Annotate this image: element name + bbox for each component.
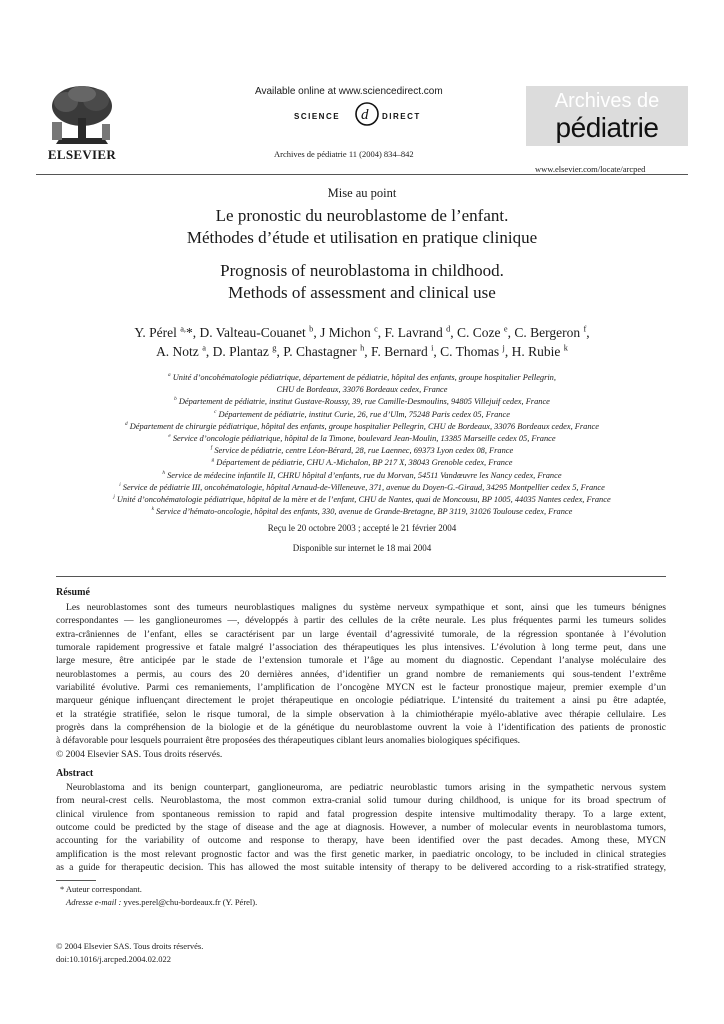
text-line: from neural-crest cells. Neuroblastoma, the most common extra-cranial solid tumour during childhood, is unique for its broad spectrum of <box>56 795 666 807</box>
affiliation-line: $^k$ Service d’hémato-oncologie, hôpital des enfants, 330, avenue de Grande-Bretagne, BP 3119, 31026 Toulouse cedex, France <box>151 506 573 517</box>
author-affiliation-mark[interactable]: g <box>272 343 277 353</box>
text-line: correspondantes — les ganglioneuromes —, développés à partir des cellules de la crête neurale. Les plus fréquentes parmi les tumeurs solides <box>56 615 666 627</box>
affiliation-line: $^e$ Service d’oncologie pédiatrique, hôpital de la Timone, boulevard Jean-Moulin, 13385 Marseille cedex 05, France <box>168 433 556 444</box>
author-affiliation-mark[interactable]: i <box>431 343 434 353</box>
author-affiliation-mark[interactable]: e <box>503 324 508 334</box>
author-4: F. Lavrand $^d$, <box>384 324 458 340</box>
sd-left-text: SCIENCE <box>294 112 341 121</box>
journal-logo-top: Archives de <box>554 90 660 112</box>
text-line: progrès dans la compréhension de la biologie et de la génétique du neuroblastome ouvrent la voie à l’identification des patients de pronostic <box>56 722 666 734</box>
email-address[interactable]: yves.perel@chu-bordeaux.fr (Y. Pérel). <box>123 897 258 907</box>
authors-line1 <box>36 325 688 341</box>
section-label: Mise au point <box>327 186 397 200</box>
affiliation-line: $^f$ Service de pédiatrie, centre Léon-Bérard, 28, rue Laennec, 69373 Lyon cedex 08, France <box>210 445 514 456</box>
resume-body <box>56 601 666 761</box>
abstract-divider <box>56 576 666 577</box>
text-line: clinical virulence from spontaneous remission to rapid and fatal progression despite intensive multimodality therapy. To a large extent, <box>56 808 666 820</box>
text-line: as a guide for therapeutic decision. This has allowed the most suitable intensity of therapy to be delivered according to a risk-stratified strategy, <box>56 862 666 874</box>
publisher-name: ELSEVIER <box>47 147 117 162</box>
text-line: outcome could be predicted by the stage of disease and the age at diagnosis. However, a number of molecular events in neuroblastoma tumors, <box>56 822 666 834</box>
author-2: D. Valteau-Couanet $^b$, <box>199 324 321 340</box>
affiliation-line: CHU de Bordeaux, 33076 Bordeaux cedex, France <box>276 385 448 395</box>
corresponding-author-note: * Auteur correspondant. <box>60 884 142 894</box>
author-affiliation-mark[interactable]: k <box>563 343 568 353</box>
affiliation-line: $^i$ Service de pédiatrie III, oncohématologie, hôpital Arnaud-de-Villeneuve, 371, avenue du Doyen-G.-Giraud, 34295 Montpellier cedex 5, France <box>119 482 605 492</box>
author-2: D. Plantaz $^g$, <box>212 343 284 359</box>
affiliation-line: $^j$ Unité d’oncohématologie pédiatrique, hôpital de la mère et de l’enfant, CHU de Nantes, quai de Moncousu, BP 1005, 44035 Nantes cedex, France <box>113 494 611 505</box>
journal-logo <box>526 86 688 146</box>
email-label: Adresse e-mail : <box>66 897 124 907</box>
affiliations <box>36 372 688 518</box>
journal-logo-bottom: pédiatrie <box>555 112 659 143</box>
footnote-divider <box>56 880 96 881</box>
text-line: Les neuroblastomes sont des tumeurs neuroblastiques malignes du système nerveux sympathique et sont, ainsi que les tumeurs bénignes <box>66 602 666 613</box>
text-line: large mesure, être anticipée par le stade de l’extension tumorale et l’âge au moment du diagnostic. Cependant l’analyse moléculaire des <box>56 655 666 667</box>
author-1: A. Notz $^a$, <box>156 343 213 359</box>
affiliation-line: $^g$ Département de pédiatrie, CHU A.-Michalon, BP 217 X, 38043 Grenoble cedex, France <box>211 457 513 468</box>
author-affiliation-mark[interactable]: b <box>309 324 314 334</box>
author-affiliation-mark[interactable]: d <box>446 324 451 334</box>
journal-reference: Archives de pédiatrie 11 (2004) 834–842 <box>274 149 414 159</box>
abstract-heading: Abstract <box>56 768 94 779</box>
title-english-line1: Prognosis of neuroblastoma in childhood. <box>220 261 504 280</box>
text-line: © 2004 Elsevier SAS. Tous droits réservés. <box>56 748 223 760</box>
author-1: Y. Pérel $^{a,}$*, <box>134 324 200 340</box>
email-footnote <box>66 897 257 907</box>
author-6: H. Rubie $^k$ <box>511 343 568 359</box>
svg-text:d: d <box>361 107 369 123</box>
sd-right-text: DIRECT <box>382 112 421 121</box>
text-line: Neuroblastoma and its benign counterpart, ganglioneuroma, are pediatric neuroblastic tumors arising in the sympathetic nervous system <box>66 782 666 793</box>
affiliation-line: $^c$ Département de pédiatrie, institut Curie, 26, rue d’Ulm, 75248 Paris cedex 05, France <box>214 408 510 419</box>
author-6: C. Bergeron $^f$, <box>514 324 590 340</box>
title-french-line1: Le pronostic du neuroblastome de l’enfant. <box>215 206 509 225</box>
header-divider <box>36 174 688 175</box>
resume-heading: Résumé <box>56 587 90 598</box>
text-line: accounting for the variability of outcome and response to therapy, have been identified over the past decades. Among these, MYCN <box>56 835 666 847</box>
author-affiliation-mark[interactable]: f <box>583 324 587 334</box>
affiliation-line: $^d$ Département de chirurgie pédiatrique, hôpital des enfants, groupe hospitalier Pellegrin, CHU de Bordeaux, 33076 Bordeaux cedex, France <box>125 421 599 431</box>
author-affiliation-mark[interactable]: j <box>502 343 505 353</box>
author-5: C. Thomas $^j$, <box>440 343 512 359</box>
journal-url-link[interactable]: www.elsevier.com/locate/arcped <box>535 164 646 174</box>
text-line: tumorale rapidement progressive et fatale malgré l’association des thérapeutiques les plus intensives. L’évolution à long terme peut, dans une <box>56 642 666 654</box>
received-date: Reçu le 20 octobre 2003 ; accepté le 21 février 2004 <box>267 523 457 533</box>
author-4: F. Bernard $^i$, <box>371 343 441 359</box>
available-online-text[interactable]: Available online at www.sciencedirect.com <box>255 86 443 97</box>
author-affiliation-mark[interactable]: c <box>374 324 378 334</box>
author-3: P. Chastagner $^h$, <box>283 343 372 359</box>
text-line: amplification is the most relevant prognostic factor and was the first genetic marker, in paediatric oncology, to be included in clinical strategies <box>56 848 666 860</box>
text-line: marqueur génique influençant directement le projet thérapeutique en oncologie pédiatrique. L’intensité du traitement a ainsi pu être adaptée, <box>56 695 666 707</box>
text-line: et la stratégie stratifiée, selon le risque tumoral, de la simple observation à la chimiothérapie myélo-ablative avec thérapie cellulaire. Les <box>56 708 666 720</box>
doi-link[interactable]: doi:10.1016/j.arcped.2004.02.022 <box>56 954 171 964</box>
online-date: Disponible sur internet le 18 mai 2004 <box>292 543 432 553</box>
title-french-line2: Méthodes d’étude et utilisation en pratique clinique <box>186 228 538 247</box>
author-affiliation-mark[interactable]: a, <box>180 324 187 334</box>
text-line: neuroblastomes a permis, au cours des 20 dernières années, d’identifier un grand nombre de remaniements qui sous-tendent l’extrême <box>56 668 666 680</box>
text-line: extra-crâniennes de l’enfant, elles se caractérisent par un large éventail d’agressivité tumorale, de la régression spontanée à l’évolution <box>56 628 666 640</box>
author-3: J Michon $^c$, <box>320 324 385 340</box>
author-5: C. Coze $^e$, <box>457 324 515 340</box>
affiliation-line: $^h$ Service de médecine infantile II, CHRU hôpital d’enfants, rue du Morvan, 54511 Vandœuvre les Nancy cedex, France <box>162 469 562 480</box>
author-affiliation-mark[interactable]: h <box>360 343 365 353</box>
bottom-copyright: © 2004 Elsevier SAS. Tous droits réservés. <box>56 941 204 951</box>
text-line: à défavorable pour lesquels pourraient être proposées des thérapeutiques ciblant leurs anomalies biologiques spécifiques. <box>56 735 521 747</box>
title-english-line2: Methods of assessment and clinical use <box>228 283 496 302</box>
text-line: variabilité évolutive. Parmi ces remaniements, l’amplification de l’oncogène MYCN est le facteur pronostique majeur, premier exemple d’un <box>56 682 666 694</box>
author-affiliation-mark[interactable]: a <box>202 343 206 353</box>
abstract-body <box>56 781 666 874</box>
affiliation-line: $^a$ Unité d’oncohématologie pédiatrique, département de pédiatrie, hôpital des enfants, groupe hospitalier Pellegrin, <box>168 372 556 382</box>
authors-line2 <box>36 344 688 360</box>
affiliation-line: $^b$ Département de pédiatrie, institut Gustave-Roussy, 39, rue Camille-Desmoulins, 94805 Villejuif cedex, France <box>174 396 550 407</box>
sciencedirect-logo <box>292 100 442 128</box>
